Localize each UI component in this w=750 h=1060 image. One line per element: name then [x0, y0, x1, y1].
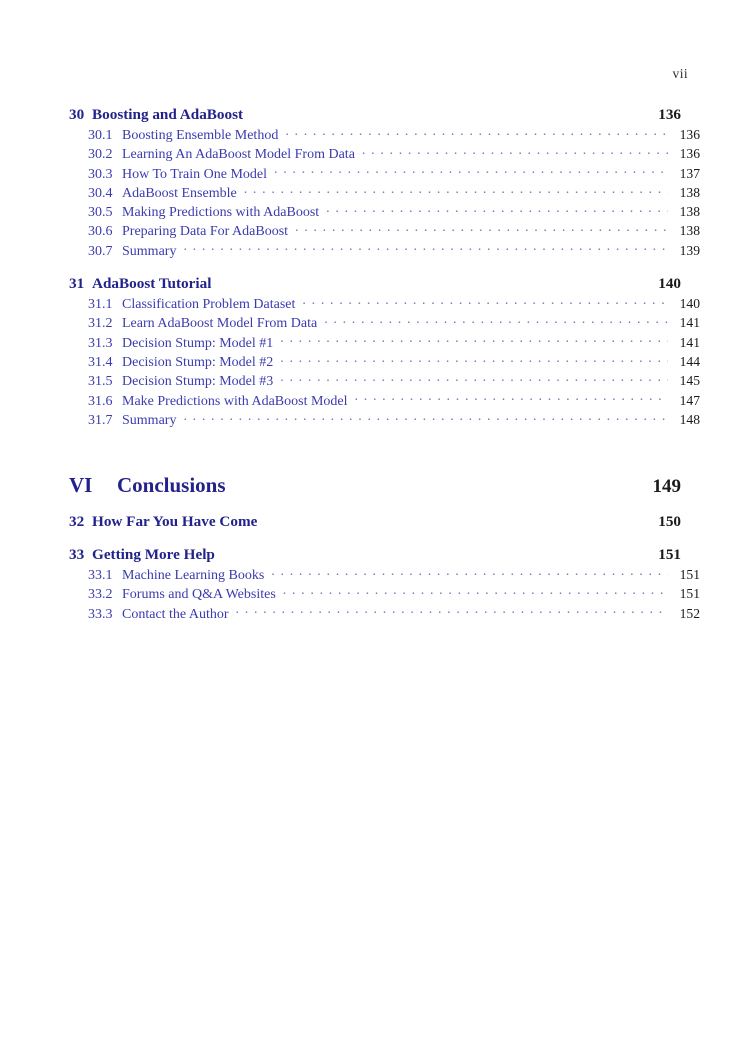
section-entry[interactable] — [69, 164, 700, 183]
section-entry[interactable] — [69, 241, 700, 260]
section-number: 33.1 — [88, 568, 113, 584]
section-number: 31.7 — [88, 412, 113, 428]
dot-leader — [362, 144, 668, 158]
chapter-entry[interactable] — [69, 275, 681, 293]
section-title: Making Predictions with AdaBoost — [122, 205, 320, 221]
section-title: Decision Stump: Model #3 — [122, 374, 274, 390]
section-title: Machine Learning Books — [122, 568, 265, 584]
section-entry[interactable] — [69, 333, 700, 352]
section-entry[interactable] — [69, 183, 700, 202]
dot-leader — [280, 333, 668, 347]
section-page-number: 148 — [679, 411, 700, 427]
chapter-title: Boosting and AdaBoost — [92, 106, 244, 123]
section-number: 31.4 — [88, 354, 113, 370]
section-number: 31.2 — [88, 316, 113, 332]
chapter-entry[interactable] — [69, 513, 681, 531]
dot-leader — [236, 604, 668, 618]
dot-leader — [302, 294, 668, 308]
section-page-number: 147 — [679, 392, 700, 408]
section-entry[interactable] — [69, 584, 700, 603]
dot-leader — [183, 410, 668, 424]
section-page-number: 137 — [679, 165, 700, 181]
section-page-number: 136 — [679, 127, 700, 142]
section-page-number: 138 — [679, 204, 700, 220]
dot-leader — [285, 125, 668, 139]
section-entry[interactable] — [69, 221, 700, 240]
section-entry[interactable] — [69, 294, 700, 313]
dot-leader — [283, 584, 668, 598]
dot-leader — [326, 202, 668, 216]
section-entry[interactable] — [69, 125, 700, 144]
section-entry[interactable] — [69, 410, 700, 429]
table-of-contents — [69, 106, 700, 623]
chapter-number: 32 — [69, 513, 85, 531]
section-number: 33.3 — [88, 606, 113, 622]
section-page-number: 152 — [679, 605, 700, 621]
section-number: 31.1 — [88, 297, 113, 313]
dot-leader — [280, 371, 668, 385]
section-title: Learn AdaBoost Model From Data — [122, 316, 318, 332]
running-header-folio: vii — [672, 66, 688, 81]
chapter-number: 30 — [69, 106, 85, 123]
section-page-number: 151 — [679, 586, 700, 602]
section-page-number: 136 — [679, 146, 700, 162]
section-number: 30.5 — [88, 205, 113, 221]
section-page-number: 145 — [679, 373, 700, 389]
section-page-number: 144 — [679, 353, 700, 369]
section-title: Boosting Ensemble Method — [122, 128, 279, 143]
section-page-number: 138 — [679, 184, 700, 200]
section-number: 30.6 — [88, 224, 113, 240]
section-title: Preparing Data For AdaBoost — [122, 224, 289, 240]
dot-leader — [274, 164, 668, 178]
dot-leader — [295, 221, 668, 235]
section-entry[interactable] — [69, 352, 700, 371]
section-page-number: 141 — [679, 334, 700, 350]
section-number: 30.1 — [88, 128, 113, 143]
chapter-number: 33 — [69, 546, 85, 564]
section-page-number: 151 — [679, 567, 700, 583]
dot-leader — [280, 352, 668, 366]
section-title: Summary — [122, 412, 177, 428]
section-title: Decision Stump: Model #1 — [122, 335, 274, 351]
section-entry[interactable] — [69, 202, 700, 221]
dot-leader — [324, 313, 668, 327]
chapter-title: AdaBoost Tutorial — [92, 275, 212, 293]
section-page-number: 139 — [679, 242, 700, 258]
chapter-title: How Far You Have Come — [92, 513, 258, 531]
section-number: 33.2 — [88, 587, 113, 603]
dot-leader — [183, 241, 668, 255]
section-number: 30.4 — [88, 185, 113, 201]
chapter-page-number: 151 — [658, 546, 681, 564]
section-number: 30.7 — [88, 243, 113, 259]
section-page-number: 140 — [679, 296, 700, 312]
section-title: Summary — [122, 243, 177, 259]
chapter-number: 31 — [69, 275, 85, 293]
chapter-page-number: 136 — [658, 106, 681, 123]
section-title: Make Predictions with AdaBoost Model — [122, 393, 348, 409]
section-number: 31.6 — [88, 393, 113, 409]
section-title: AdaBoost Ensemble — [122, 185, 237, 201]
part-number: VI — [69, 473, 93, 498]
chapter-page-number: 150 — [658, 513, 681, 531]
section-title: Forums and Q&A Websites — [122, 587, 276, 603]
part-title: Conclusions — [117, 473, 226, 498]
section-number: 30.3 — [88, 166, 113, 182]
chapter-title: Getting More Help — [92, 546, 215, 564]
section-title: Contact the Author — [122, 606, 229, 622]
dot-leader — [355, 391, 668, 405]
chapter-entry[interactable] — [69, 546, 681, 564]
section-number: 30.2 — [88, 147, 113, 163]
section-title: Decision Stump: Model #2 — [122, 354, 274, 370]
section-page-number: 141 — [679, 315, 700, 331]
dot-leader — [244, 183, 668, 197]
chapter-entry[interactable] — [69, 106, 681, 124]
section-title: Classification Problem Dataset — [122, 297, 296, 313]
section-entry[interactable] — [69, 391, 700, 410]
section-entry[interactable] — [69, 371, 700, 390]
section-number: 31.5 — [88, 374, 113, 390]
part-page-number: 149 — [652, 476, 681, 498]
section-entry[interactable] — [69, 313, 700, 332]
chapter-page-number: 140 — [658, 275, 681, 293]
dot-leader — [271, 565, 668, 579]
section-title: Learning An AdaBoost Model From Data — [122, 147, 355, 163]
part-entry[interactable] — [69, 473, 681, 498]
section-entry[interactable] — [69, 565, 700, 584]
section-entry[interactable] — [69, 604, 700, 623]
section-entry[interactable] — [69, 144, 700, 163]
section-page-number: 138 — [679, 223, 700, 239]
section-number: 31.3 — [88, 335, 113, 351]
section-title: How To Train One Model — [122, 166, 267, 182]
